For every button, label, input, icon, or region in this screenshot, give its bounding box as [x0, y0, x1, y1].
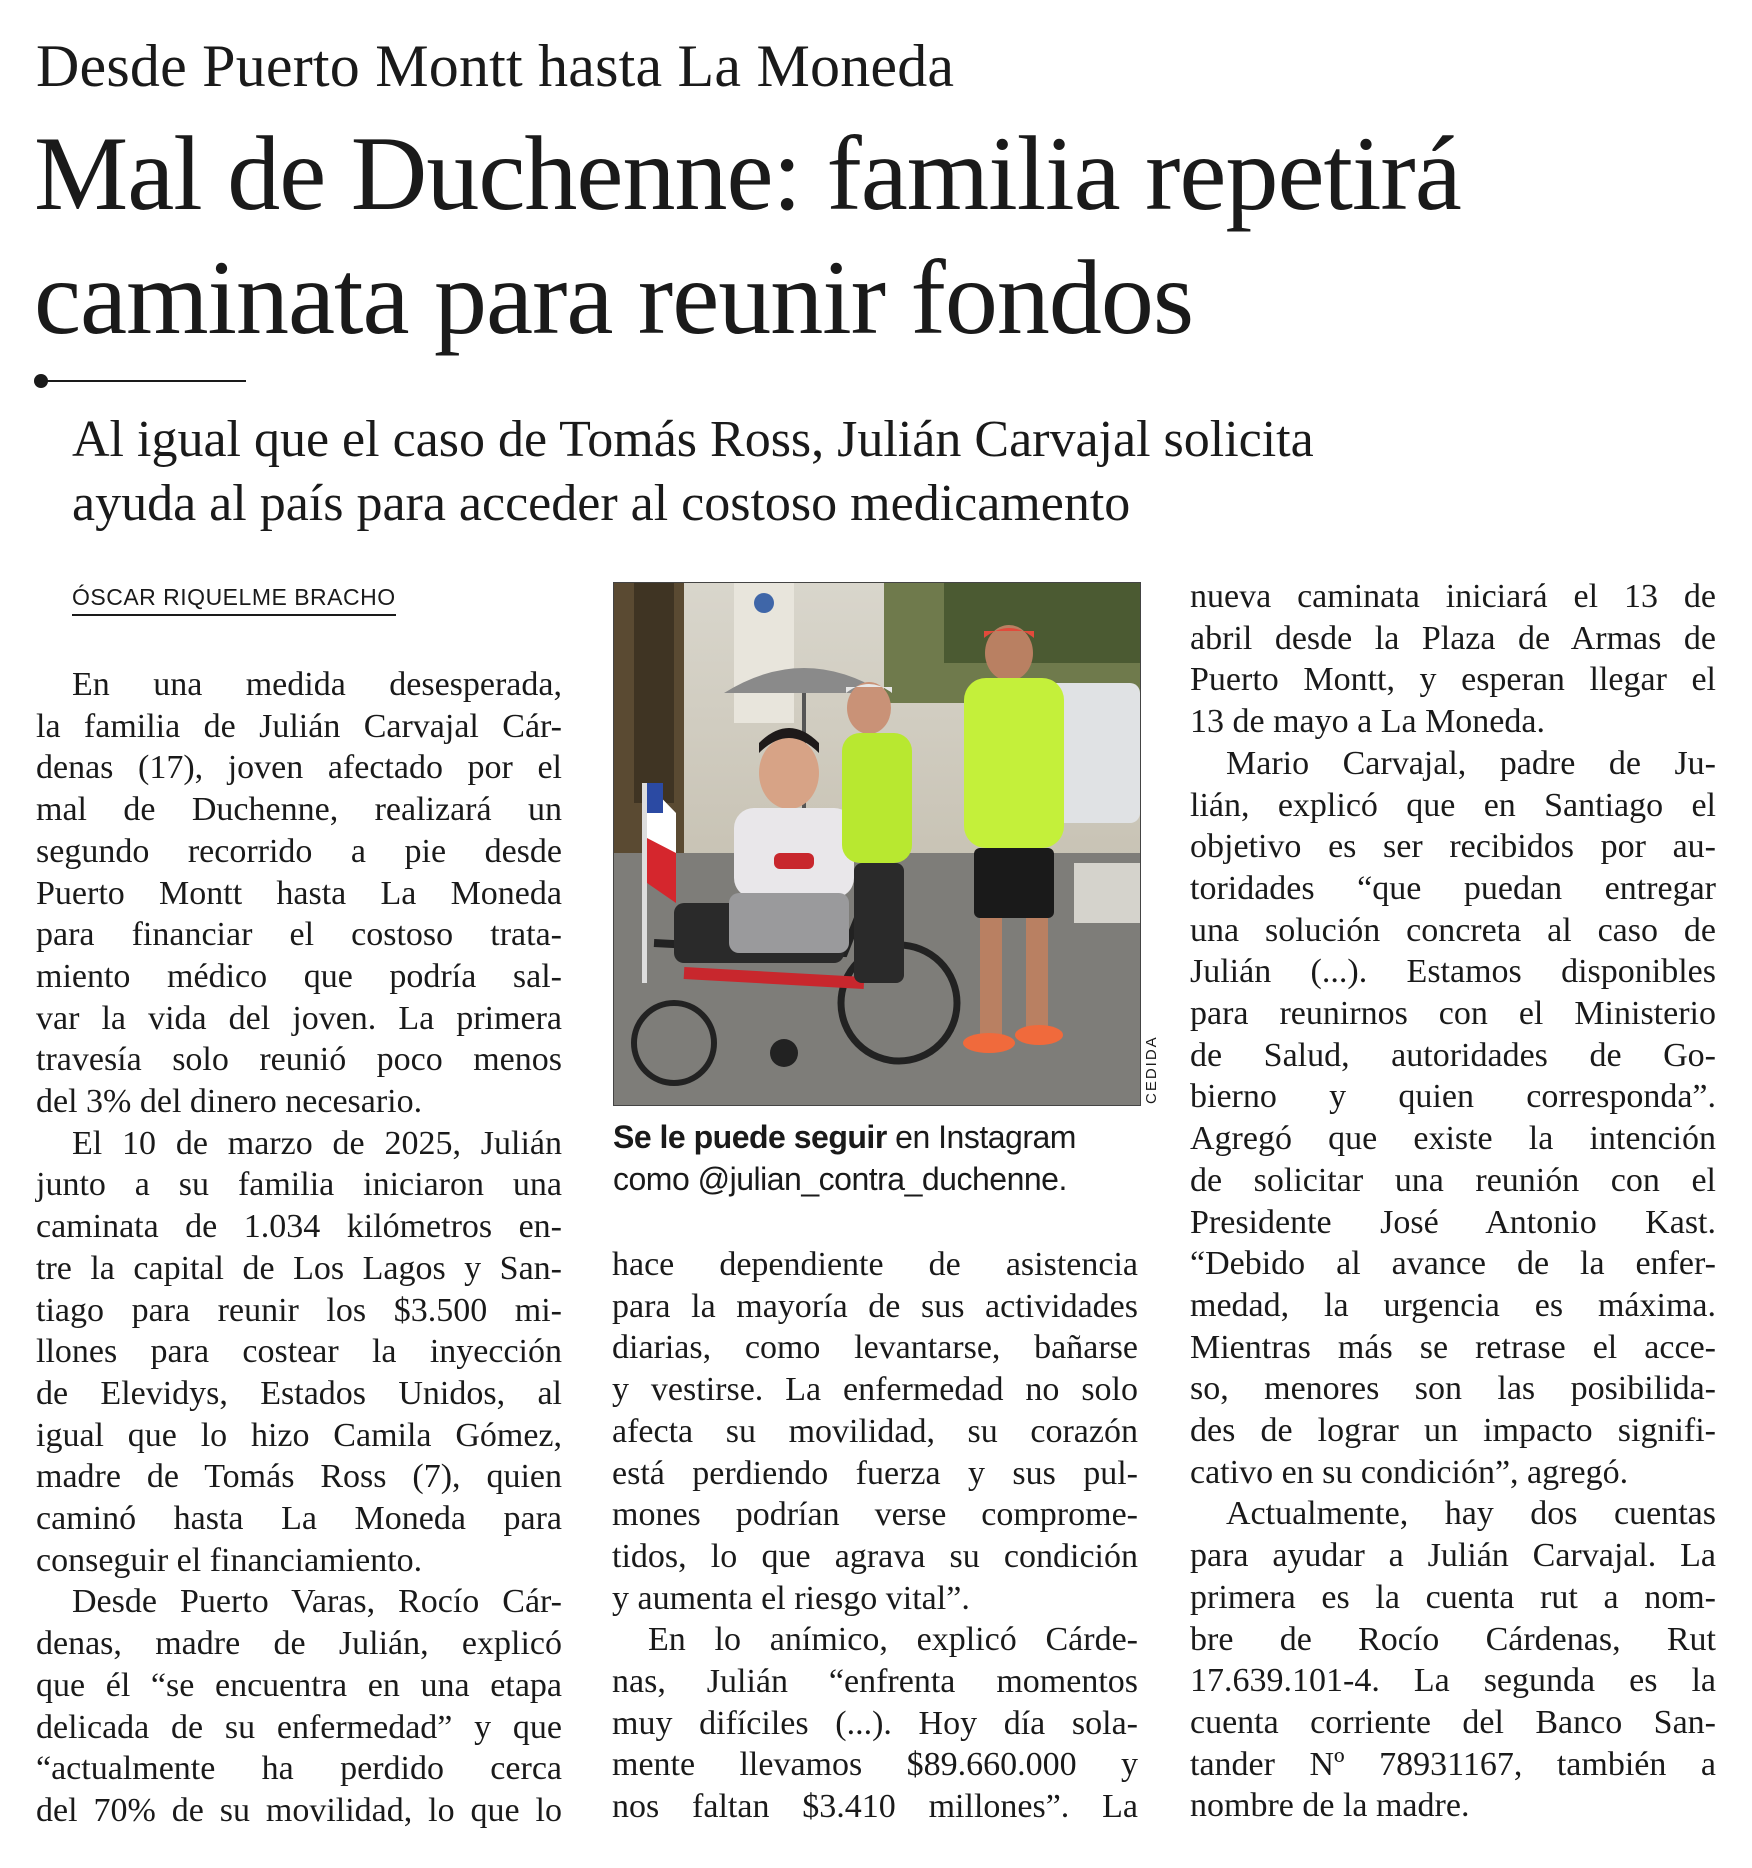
text-line: El 10 de marzo de 2025, Julián: [72, 1124, 562, 1162]
text-line: tre la capital de Los Lagos y San-: [36, 1249, 562, 1287]
text-line: mones podrían verse comprome-: [612, 1496, 1138, 1534]
text-line: medad, la urgencia es máxima.: [1190, 1286, 1716, 1324]
text-line: Julián (...). Estamos disponibles: [1190, 953, 1716, 991]
text-line: nos faltan $3.410 millones”. La: [612, 1788, 1138, 1826]
text-line: Mario Carvajal, padre de Ju-: [1226, 744, 1716, 782]
text-line: Puerto Montt hasta La Moneda: [36, 874, 562, 912]
caption-text: en Instagram: [886, 1119, 1076, 1155]
paragraph: [612, 1244, 1138, 1619]
text-line: des de lograr un impacto signifi-: [1190, 1412, 1716, 1450]
text-line: mal de Duchenne, realizará un: [36, 791, 562, 829]
text-line: del 70% de su movilidad, lo que lo: [36, 1791, 562, 1829]
text-line: de Salud, autoridades de Go-: [1190, 1036, 1716, 1074]
deck-line: Al igual que el caso de Tomás Ross, Julián Carvajal solicita: [72, 411, 1314, 468]
text-line: y vestirse. La enfermedad no solo: [612, 1371, 1138, 1409]
article-column-1: [36, 664, 562, 1832]
text-line: nueva caminata iniciará el 13 de: [1190, 578, 1716, 615]
text-line: de Elevidys, Estados Unidos, al: [36, 1374, 562, 1412]
text-line: delicada de su enfermedad” y que: [36, 1708, 562, 1746]
article-headline: [34, 112, 1461, 360]
text-line: toridades “que puedan entregar: [1190, 869, 1716, 907]
text-line: y aumenta el riesgo vital”.: [612, 1579, 970, 1617]
text-line: bre de Rocío Cárdenas, Rut: [1190, 1620, 1716, 1658]
text-line: cuenta corriente del Banco San-: [1190, 1703, 1716, 1741]
text-line: junto a su familia iniciaron una: [36, 1166, 562, 1204]
text-line: para la mayoría de sus actividades: [612, 1287, 1138, 1325]
caption-text: como @julian_contra_duchenne.: [613, 1161, 1067, 1197]
text-line: caminó hasta La Moneda para: [36, 1500, 562, 1538]
text-line: la familia de Julián Carvajal Cár-: [36, 707, 562, 745]
text-line: para ayudar a Julián Carvajal. La: [1190, 1537, 1716, 1575]
text-line: afecta su movilidad, su corazón: [612, 1412, 1138, 1450]
rule-line: [44, 380, 246, 382]
text-line: 13 de mayo a La Moneda.: [1190, 703, 1545, 741]
paragraph: [612, 1619, 1138, 1828]
text-line: llones para costear la inyección: [36, 1333, 562, 1371]
text-line: travesía solo reunió poco menos: [36, 1041, 562, 1079]
paragraph: [36, 664, 562, 1123]
text-line: Desde Puerto Varas, Rocío Cár-: [72, 1583, 562, 1621]
text-line: de solicitar una reunión con el: [1190, 1161, 1716, 1199]
text-line: para financiar el costoso trata-: [36, 916, 562, 954]
text-line: Presidente José Antonio Kast.: [1190, 1203, 1716, 1241]
paragraph: [1190, 576, 1716, 743]
headline-line: caminata para reunir fondos: [34, 239, 1194, 356]
text-line: denas (17), joven afectado por el: [36, 749, 562, 787]
text-line: “actualmente ha perdido cerca: [36, 1750, 562, 1788]
text-line: cativo en su condición”, agregó.: [1190, 1453, 1629, 1491]
photo-caption: [613, 1116, 1153, 1200]
text-line: está perdiendo fuerza y sus pul-: [612, 1454, 1138, 1492]
decorative-rule: [34, 374, 246, 388]
text-line: nombre de la madre.: [1190, 1787, 1470, 1825]
text-line: igual que lo hizo Camila Gómez,: [36, 1416, 562, 1454]
text-line: muy difíciles (...). Hoy día sola-: [612, 1704, 1138, 1742]
text-line: “Debido al avance de la enfer-: [1190, 1245, 1716, 1283]
deck-line: ayuda al país para acceder al costoso medicamento: [72, 475, 1131, 532]
text-line: mente llevamos $89.660.000 y: [612, 1746, 1138, 1784]
text-line: tidos, lo que agrava su condición: [612, 1537, 1138, 1575]
text-line: del 3% del dinero necesario.: [36, 1083, 423, 1121]
text-line: segundo recorrido a pie desde: [36, 832, 562, 870]
photo-illustration: [614, 583, 1140, 1105]
text-line: tiago para reunir los $3.500 mi-: [36, 1291, 562, 1329]
text-line: primera es la cuenta rut a nom-: [1190, 1578, 1716, 1616]
text-line: una solución concreta al caso de: [1190, 911, 1716, 949]
text-line: conseguir el financiamiento.: [36, 1541, 423, 1579]
text-line: que él “se encuentra en una etapa: [36, 1666, 562, 1704]
paragraph: [1190, 1493, 1716, 1827]
article-photo: [613, 582, 1141, 1106]
article-column-2: [612, 1244, 1138, 1828]
text-line: Puerto Montt, y esperan llegar el: [1190, 661, 1716, 699]
article-kicker: Desde Puerto Montt hasta La Moneda: [36, 33, 955, 99]
article-column-3: [1190, 576, 1716, 1827]
text-line: abril desde la Plaza de Armas de: [1190, 619, 1716, 657]
text-line: so, menores son las posibilida-: [1190, 1370, 1716, 1408]
text-line: diarias, como levantarse, bañarse: [612, 1329, 1138, 1367]
text-line: En lo anímico, explicó Cárde-: [648, 1621, 1138, 1659]
text-line: miento médico que podría sal-: [36, 957, 562, 995]
text-line: Agregó que existe la intención: [1190, 1120, 1716, 1158]
text-line: tander Nº 78931167, también a: [1190, 1745, 1716, 1783]
text-line: denas, madre de Julián, explicó: [36, 1625, 562, 1663]
text-line: caminata de 1.034 kilómetros en-: [36, 1208, 562, 1246]
text-line: Mientras más se retrase el acce-: [1190, 1328, 1716, 1366]
text-line: 17.639.101-4. La segunda es la: [1190, 1662, 1716, 1700]
caption-bold: Se le puede seguir: [613, 1119, 887, 1155]
text-line: madre de Tomás Ross (7), quien: [36, 1458, 562, 1496]
text-line: var la vida del joven. La primera: [36, 999, 562, 1037]
article-byline: ÓSCAR RIQUELME BRACHO: [72, 582, 396, 616]
paragraph: [36, 1123, 562, 1582]
text-line: para reunirnos con el Ministerio: [1190, 995, 1716, 1033]
article-deck: [72, 408, 1314, 536]
text-line: Actualmente, hay dos cuentas: [1226, 1495, 1716, 1533]
text-line: hace dependiente de asistencia: [612, 1246, 1138, 1283]
paragraph: [36, 1581, 562, 1831]
photo-credit: CEDIDA: [1143, 1035, 1160, 1104]
text-line: nas, Julián “enfrenta momentos: [612, 1663, 1138, 1701]
text-line: bierno y quien corresponda”.: [1190, 1078, 1716, 1116]
text-line: objetivo es ser recibidos por au-: [1190, 828, 1716, 866]
text-line: En una medida desesperada,: [72, 666, 562, 703]
paragraph: [1190, 743, 1716, 1494]
headline-line: Mal de Duchenne: familia repetirá: [34, 115, 1461, 232]
text-line: lián, explicó que en Santiago el: [1190, 786, 1716, 824]
